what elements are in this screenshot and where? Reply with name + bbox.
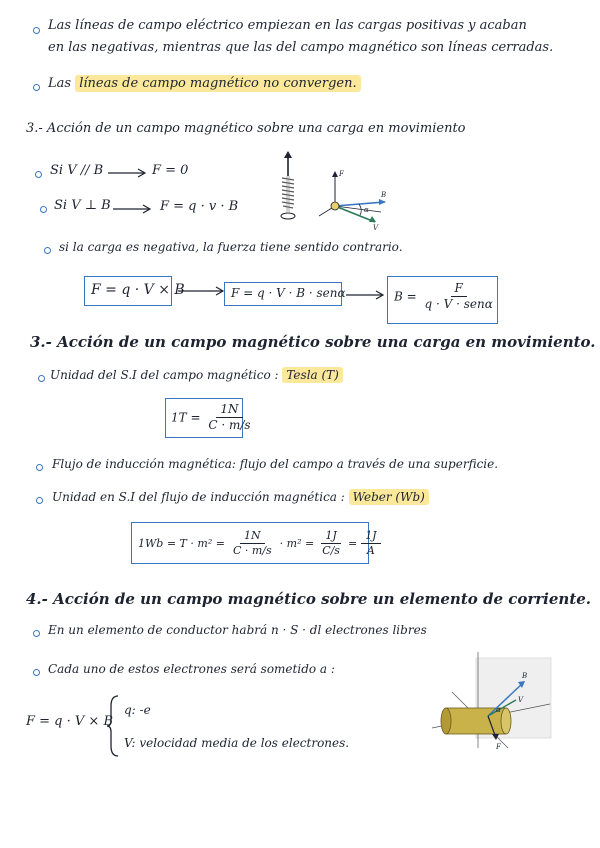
formula-scalar: F = q · V · B · senα [231, 286, 346, 300]
arrow-right-icon [113, 204, 153, 214]
force-diagram [275, 150, 405, 230]
rod-velocity-label: V [518, 696, 524, 704]
intro-highlight: líneas de campo magnético no convergen. [75, 75, 360, 92]
bullet-icon [33, 27, 40, 34]
case-parallel-right: F = 0 [152, 163, 189, 178]
q-definition: q: -e [124, 703, 151, 717]
bullet-icon [35, 171, 42, 178]
section-4-title: 4.- Acción de un campo magnético sobre un elemento de corriente. [26, 590, 592, 608]
weber-mid: · m² = [279, 536, 315, 550]
section-3a-title: 3.- Acción de un campo magnético sobre una carga en movimiento [26, 121, 466, 136]
formula-b-fraction [421, 281, 497, 312]
weber-f1-num: 1N [240, 529, 265, 544]
section-3b-title: 3.- Acción de un campo magnético sobre una carga en movimiento. [30, 333, 596, 351]
formula-b-box [387, 276, 498, 324]
weber-eq: = [347, 536, 358, 550]
force-label: F [339, 170, 344, 178]
rod-field-label: B [522, 672, 528, 680]
weber-f3-num: 1J [361, 529, 380, 544]
tesla-num: 1N [216, 402, 242, 418]
case-perp-right: F = q · v · B [160, 199, 239, 214]
section-4-line-1: En un elemento de conductor habrá n · S · dl electrones libres [48, 623, 427, 637]
bullet-icon [44, 247, 51, 254]
tesla-lhs: 1T = [171, 410, 201, 425]
flux-unit-highlight: Weber (Wb) [349, 489, 429, 505]
flux-unit-line [52, 490, 429, 504]
weber-f1-den: C · m/s [232, 543, 272, 557]
rod-force-label: F [496, 743, 501, 751]
current-element-diagram [432, 652, 552, 752]
intro-line-1: Las líneas de campo eléctrico empiezan en las cargas positivas y acaban [48, 18, 527, 33]
bullet-icon [40, 206, 47, 213]
weber-fraction-2 [318, 529, 344, 558]
weber-f3-den: A [366, 543, 375, 557]
section-4-line-2: Cada uno de estos electrones será sometido a : [48, 662, 335, 676]
formula-vector-box [84, 276, 185, 306]
weber-f2-den: C/s [322, 543, 340, 557]
weber-box [131, 522, 377, 564]
arrow-right-icon [346, 290, 386, 300]
angle-label: α [364, 206, 369, 214]
flux-unit-text: Unidad en S.I del flujo de inducción magnética : [52, 490, 345, 504]
bullet-icon [33, 84, 40, 91]
bullet-icon [36, 464, 43, 471]
formula-scalar-box [224, 282, 346, 306]
arrow-right-icon [178, 286, 226, 296]
weber-lhs: 1Wb = T · m² = [138, 536, 225, 550]
v-definition: V: velocidad media de los electrones. [124, 736, 350, 750]
intro-line-2: en las negativas, mientras que las del campo magnético son líneas cerradas. [48, 40, 554, 55]
formula-b-den: q · V · senα [424, 297, 493, 311]
intro-line-3 [48, 76, 361, 91]
tesla-box [165, 398, 251, 438]
brace-icon [106, 694, 120, 758]
tesla-den: C · m/s [208, 418, 251, 432]
rod-angle-label: α [496, 706, 501, 714]
formula-vector: F = q · V × B [91, 282, 185, 298]
weber-fraction-3 [361, 529, 380, 558]
velocity-label: V [373, 224, 379, 232]
weber-fraction-1 [229, 529, 276, 558]
case-perp-left: Si V ⊥ B [54, 198, 111, 213]
arrow-right-icon [108, 168, 148, 178]
bullet-icon [36, 497, 43, 504]
section-4-formula: F = q · V × B [26, 714, 113, 729]
formula-b-num: F [451, 281, 467, 297]
case-parallel-left: Si V // B [50, 163, 104, 178]
unit-text: Unidad del S.I del campo magnético : [50, 368, 279, 382]
tesla-fraction [204, 402, 254, 433]
bullet-icon [33, 630, 40, 637]
bullet-icon [38, 375, 45, 382]
bullet-icon [33, 669, 40, 676]
formula-b-lhs: B = [394, 289, 417, 304]
weber-f2-num: 1J [321, 529, 340, 544]
field-label: B [381, 191, 387, 199]
unit-line [50, 368, 343, 382]
negative-charge-note: si la carga es negativa, la fuerza tiene sentido contrario. [59, 240, 403, 254]
intro-prefix: Las [48, 76, 72, 91]
unit-highlight: Tesla (T) [282, 367, 343, 383]
flux-definition: Flujo de inducción magnética: flujo del campo a través de una superficie. [52, 457, 499, 471]
